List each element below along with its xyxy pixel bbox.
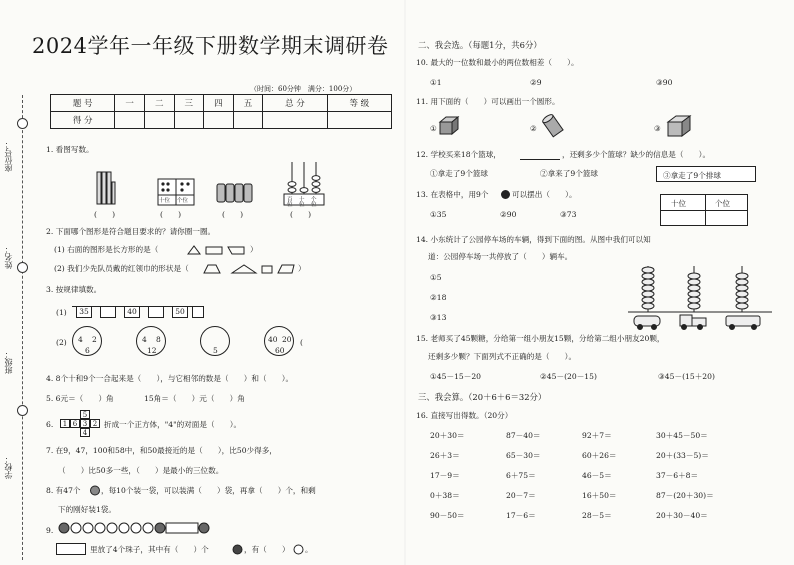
circle-left-value: 4	[78, 335, 83, 344]
cube-net-cell: 6	[70, 419, 80, 428]
answer-blank[interactable]: ( )	[94, 210, 116, 219]
score-header-cell: 一	[115, 95, 145, 112]
q12-option-1[interactable]: ①拿走了9个篮球	[430, 169, 488, 178]
number-circle	[72, 326, 102, 356]
score-cell[interactable]	[204, 112, 234, 129]
question-15-line-1: 15. 老师买了45颗糖，分给第一组小朋友15颗，分给第二组小朋友20颗，	[416, 334, 665, 343]
answer-blank[interactable]: ( )	[222, 210, 244, 219]
white-bead-icon	[293, 544, 304, 555]
q14-option-1[interactable]: ①5	[430, 273, 442, 282]
score-cell[interactable]	[144, 112, 174, 129]
q12-option-2[interactable]: ②拿来了9个篮球	[540, 169, 598, 178]
circle-right-value: 8	[156, 335, 161, 344]
q11-option-1[interactable]: ①	[430, 124, 437, 133]
abacus-hundreds-label: 百	[287, 197, 293, 203]
q14-option-2[interactable]: ②18	[430, 293, 447, 302]
q12-option-3-box[interactable]	[656, 166, 756, 182]
score-header-cell: 题 号	[51, 95, 115, 112]
table-tens-header: 十位	[671, 199, 686, 208]
cylinder-picture	[540, 114, 566, 138]
sequence-box: 35	[76, 306, 92, 318]
abacus-ones-label: 个	[311, 197, 317, 203]
question-8-line-1-rest: ，每10个装一袋，可以装满（ ）袋，再拿（ ）个，和剩	[101, 486, 316, 495]
score-header-cell: 五	[233, 95, 263, 112]
question-8-line-2: 下的刚好装1袋。	[58, 505, 116, 514]
score-cell[interactable]	[174, 112, 204, 129]
candy-icon	[89, 485, 101, 496]
gutter-school-label: 学校：	[4, 455, 13, 479]
section-3-heading: 三、我会算。（20＋6＋6＝32分）	[418, 392, 547, 402]
calc-item[interactable]: 37－6＋8＝	[656, 471, 699, 480]
gutter-class-label: 班级：	[4, 350, 13, 374]
score-header-cell: 等 级	[327, 95, 391, 112]
calc-item[interactable]: 6＋75＝	[506, 471, 536, 480]
number-circle	[264, 326, 294, 356]
question-2-part-1-end: ）	[250, 245, 258, 254]
question-13-end: 可以摆出（ ）。	[512, 190, 577, 199]
binding-hole	[17, 405, 28, 416]
question-14-line-2: 道：公园停车场一共停放了（ ）辆车。	[428, 252, 573, 261]
calc-item[interactable]: 17－9＝	[430, 471, 460, 480]
calc-item[interactable]: 90－50＝	[430, 511, 465, 520]
question-9-text-2: ，有（ ）	[244, 545, 290, 554]
sequence-box: 40	[124, 306, 140, 318]
stick-bundles-picture	[215, 180, 255, 206]
question-13-start: 13. 在表格中，用9个	[416, 190, 489, 199]
question-16: 16. 直接写出得数。（20分）	[416, 411, 513, 420]
circle-left-value: 40	[268, 335, 278, 344]
gutter-name-label: 姓名：	[4, 245, 13, 269]
q15-option-1[interactable]: ①45－15－20	[430, 372, 481, 381]
question-9-text: 里放了4个珠子，其中有（ ）个	[90, 545, 209, 554]
sequence-box[interactable]	[100, 306, 116, 318]
question-8-line-1: 8. 有47个	[46, 486, 81, 495]
number-circle	[136, 326, 166, 356]
cube-net-cell: 4	[80, 428, 90, 437]
score-header-row	[51, 95, 392, 112]
calc-item[interactable]: 20＋30＝	[430, 431, 465, 440]
question-5: 5. 6元＝（ ）角 15角＝（ ）元（ ）角	[46, 394, 245, 403]
binding-hole	[17, 262, 28, 273]
abacus-ones-sub: 位	[311, 202, 317, 208]
circle-bottom-value: 5	[213, 346, 218, 355]
q10-option-3[interactable]: ③90	[656, 78, 673, 87]
cube-net-cell: 2	[90, 419, 100, 428]
q14-option-3[interactable]: ③13	[430, 313, 447, 322]
table-ones-header: 个位	[715, 199, 730, 208]
q15-option-3[interactable]: ③45－(15＋20)	[658, 372, 715, 381]
circle-right-value: 2	[92, 335, 97, 344]
calc-item[interactable]: 60＋26＝	[582, 451, 617, 460]
question-9-text-3: 。	[305, 545, 313, 554]
question-2-part-2-end: ）	[298, 264, 306, 273]
question-15-line-2: 还剩多少颗？下面列式不正确的是（ ）。	[428, 352, 577, 361]
calc-item[interactable]: 26＋3＝	[430, 451, 460, 460]
cube-net-cell: 5	[80, 410, 90, 419]
score-cell[interactable]	[115, 112, 145, 129]
question-4: 4. 8个十和9个一合起来是（ ），与它相邻的数是（ ）和（ ）。	[46, 374, 294, 383]
place-ones-label: 个位	[177, 198, 189, 204]
calc-item[interactable]: 16＋50＝	[582, 491, 617, 500]
q13-option-1[interactable]: ①35	[430, 210, 447, 219]
counter-dot-icon	[500, 189, 511, 200]
q13-option-3[interactable]: ③73	[560, 210, 577, 219]
shape-choices-scarf[interactable]	[200, 263, 296, 275]
question-2: 2. 下面哪个图形是符合题目要求的？请你圈一圈。	[46, 227, 216, 236]
sequence-box[interactable]	[148, 306, 164, 318]
score-table	[50, 94, 392, 129]
q11-option-3[interactable]: ③	[654, 124, 661, 133]
question-2-part-2: (2) 我们少先队员戴的红领巾的形状是（	[54, 264, 189, 273]
question-12-end: ，还剩多少个篮球？缺少的信息是（ ）。	[562, 150, 711, 159]
q11-option-2[interactable]: ②	[530, 124, 537, 133]
bead-box-picture	[56, 543, 86, 555]
circle-bottom-value: 12	[147, 346, 157, 355]
question-3-part-1-prefix: (1)	[56, 308, 67, 317]
score-header-cell: 三	[174, 95, 204, 112]
abacus-tens-sub: 位	[299, 202, 305, 208]
question-11: 11. 用下面的（ ）可以画出一个圆形。	[416, 97, 560, 106]
score-cell[interactable]	[327, 112, 391, 129]
calc-item[interactable]: 92＋7＝	[582, 431, 612, 440]
question-6-prefix: 6.	[46, 420, 54, 429]
section-2-heading: 二、我会选。（每题1分，共6分）	[418, 40, 542, 50]
question-12-start: 12. 学校买来18个篮球，	[416, 150, 501, 159]
parking-bead-chart	[626, 262, 776, 332]
score-header-cell: 总 分	[263, 95, 327, 112]
question-3-part-2-prefix: (2)	[56, 338, 67, 347]
place-tens-label: 十位	[159, 198, 171, 204]
circle-trailing-mark: (	[300, 338, 303, 347]
question-3: 3. 按规律填数。	[46, 285, 102, 294]
time-info: （时间：60分钟 满分：100分）	[250, 85, 357, 93]
question-12-blank[interactable]	[520, 159, 560, 160]
score-row	[51, 112, 392, 129]
circle-bottom-value: 60	[275, 346, 285, 355]
calc-item[interactable]: 20＋(33－5)＝	[656, 451, 709, 460]
calc-item[interactable]: 0＋38＝	[430, 491, 460, 500]
calc-item[interactable]: 30＋45－50＝	[656, 431, 708, 440]
question-14-line-1: 14. 小东统计了公园停车场的车辆，得到下面的图。从图中我们可以知	[416, 235, 651, 244]
sequence-box: 50	[172, 306, 188, 318]
black-bead-icon	[232, 544, 243, 555]
calc-item[interactable]: 17－6＝	[506, 511, 536, 520]
question-7-line-2: （ ）比50多一些，（ ）是最小的三位数。	[58, 466, 224, 475]
number-circle	[200, 326, 230, 356]
answer-blank[interactable]: ( )	[290, 210, 312, 219]
binding-hole	[17, 118, 28, 129]
sequence-box[interactable]	[192, 306, 204, 318]
calc-item[interactable]: 20－7＝	[506, 491, 536, 500]
question-7-line-1: 7. 在9，47，100和58中，和50最接近的是（ ），比50少得多，	[46, 446, 277, 455]
abacus-hundreds-sub: 位	[287, 202, 293, 208]
score-cell[interactable]	[233, 112, 263, 129]
gutter-seat-label: 座位号：	[4, 140, 13, 172]
score-row-label: 得 分	[51, 112, 115, 129]
bundles-of-sticks-picture	[95, 170, 117, 206]
cube-net-cell: 3	[80, 419, 90, 428]
question-10: 10. 最大的一位数和最小的两位数相差（ ）。	[416, 58, 579, 67]
calc-item[interactable]: 46－5＝	[582, 471, 612, 480]
cube-block-picture	[438, 116, 460, 136]
abacus-tens-label: 十	[299, 197, 305, 203]
cube-net-cell: 1	[60, 419, 70, 428]
right-page	[406, 0, 794, 565]
q12-option-3: ③拿走了9个排球	[663, 171, 721, 180]
question-2-part-1: (1) 右面的图形是长方形的是（	[54, 245, 159, 254]
circle-left-value: 4	[142, 335, 147, 344]
question-6-text: 折成一个正方体，"4"的对面是（ ）。	[104, 420, 242, 429]
score-header-cell: 二	[144, 95, 174, 112]
answer-blank[interactable]: ( )	[160, 210, 182, 219]
question-9-prefix: 9.	[46, 526, 54, 535]
page-title: 2024学年一年级下册数学期末调研卷	[32, 34, 389, 58]
q10-option-1[interactable]: ①1	[430, 78, 442, 87]
calc-item[interactable]: 20＋30－40＝	[656, 511, 708, 520]
q15-option-2[interactable]: ②45－(20－15)	[540, 372, 597, 381]
shape-choices-rect[interactable]	[186, 244, 248, 256]
score-cell[interactable]	[263, 112, 327, 129]
binding-line	[22, 95, 23, 560]
circle-right-value: 20	[282, 335, 292, 344]
q10-option-2[interactable]: ②9	[530, 78, 542, 87]
score-header-cell: 四	[204, 95, 234, 112]
calc-item[interactable]: 87－40＝	[506, 431, 541, 440]
question-1: 1. 看图写数。	[46, 145, 94, 154]
q13-option-2[interactable]: ②90	[500, 210, 517, 219]
calc-item[interactable]: 65－30＝	[506, 451, 541, 460]
circle-bottom-value: 6	[85, 346, 90, 355]
bead-string-picture	[58, 521, 210, 535]
calc-item[interactable]: 87－(20＋30)＝	[656, 491, 714, 500]
place-value-table	[660, 194, 748, 226]
calc-item[interactable]: 28－5＝	[582, 511, 612, 520]
box-picture	[666, 114, 692, 138]
